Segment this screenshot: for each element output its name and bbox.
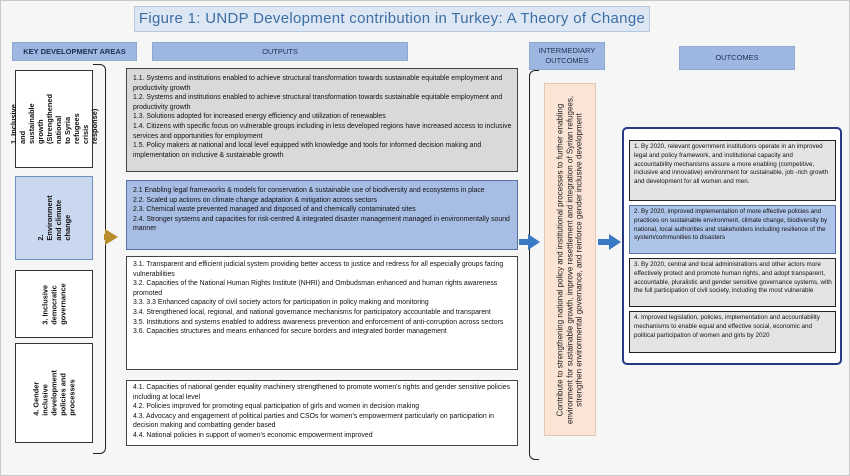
output-item: 1.2. Systems and institutions enabled to achieve structural transformation towards sustainable equitable employment and productivity growth	[133, 94, 503, 111]
outputs-group-4	[126, 380, 518, 446]
header-outcomes: OUTCOMES	[679, 46, 795, 70]
output-item: 3.4. Strengthened local, regional, and national governance mechanisms for participatory accountable and transparent	[133, 308, 491, 316]
areas-bracket	[93, 64, 106, 454]
outcome-4: 4. Improved legislation, policies, implementation and accountability mechanisms to enable equal and effective social, economic and political participation of women and girls by 2020	[629, 311, 836, 353]
area-environment	[15, 176, 93, 260]
outputs-group-2	[126, 180, 518, 250]
output-item: 2.1 Enabling legal frameworks & models for conservation & sustainable use of biodiversity and ecosystems in place	[133, 187, 485, 194]
output-item: 2.3. Chemical waste prevented managed and disposed of and chemically contaminated sites	[133, 206, 416, 214]
outcome-3: 3. By 2020, central and local administrations and other actors more effectively protect and promote human rights, and adopt transparent, accountable, pluralistic and gender sensitive governance systems, with the full participation of civil society, including the most vulnerable	[629, 258, 836, 307]
area-gender	[15, 343, 93, 443]
outcomes-panel	[622, 127, 842, 365]
output-item: 4.2. Policies improved for promoting equal participation of girls and women in decision making	[133, 403, 420, 411]
header-intermediary-outcomes: INTERMEDIARY OUTCOMES	[529, 42, 605, 70]
intermediary-text: Contribute to strengthening national policy and institutional processes to further enabling environment for sustainable growth, improve resettlement and integration of Syrian refugees, strengthen environmental governance, and reinforce gender inclusive development	[555, 95, 584, 424]
output-item: 3.1. Transparent and efficient judicial system providing better access to justice and redress for all especially groups facing vulnerabilities	[133, 261, 504, 278]
output-item: 3.3. 3.3 Enhanced capacity of civil society actors for participation in policy making and monitoring	[133, 299, 429, 307]
header-outputs: OUTPUTS	[152, 42, 408, 61]
output-item: 3.2. Capacities of the National Human Rights Institute (NHRI) and Ombudsman enhanced and human rights awareness promoted	[133, 280, 498, 297]
intermediary-to-outcomes-arrow	[609, 234, 621, 250]
outputs-group-3	[126, 256, 518, 370]
area-label: 1. Inclusive and sustainable growth (Strengthened national to Syria refugees crisis response)	[9, 93, 99, 145]
output-item: 4.1. Capacities of national gender equality machinery strengthened to promote women's rights and gender sensitive policies including at local level	[133, 384, 511, 401]
figure-title: Figure 1: UNDP Development contribution in Turkey: A Theory of Change	[134, 6, 650, 32]
output-item: 1.3. Solutions adopted for increased energy efficiency and utilization of renewables	[133, 113, 386, 121]
output-item: 2.2. Scaled up actions on climate change adaptation & mitigation across sectors	[133, 196, 377, 204]
output-item: 1.5. Policy makers at national and local level equipped with knowledge and tools for informed decision making and implementation on inclusive & sustainable growth	[133, 142, 482, 159]
area-label: 2. Environment and climate change	[36, 195, 72, 241]
outcome-1: 1. By 2020, relevant government institutions operate in an improved legal and policy framework, and institutional capacity and accountability mechanisms assure a more enabling (competitive, inclusive and innovative) environment for sustainable, job -rich growth and development for all women and men.	[629, 140, 836, 201]
output-item: 4.4. National policies in support of women's economic empowerment improved	[133, 431, 373, 439]
output-item: 1.4. Citizens with specific focus on vulnerable groups including in less developed regions have increased access to inclusive services and opportunities for employment	[133, 122, 512, 140]
output-item: 4.3. Advocacy and engagement of political parties and CSOs for women's empowerment particularly on participation in decision making and combatting gender based	[133, 412, 494, 430]
output-item: 3.6. Capacities structures and means enhanced for secure borders and integrated border management	[133, 328, 447, 336]
intermediary-bracket	[529, 70, 539, 460]
area-inclusive-growth	[9, 70, 99, 168]
area-label: 4. Gender inclusive development policies and processes	[31, 370, 77, 416]
areas-to-outputs-arrow	[105, 229, 118, 245]
outcome-2: 2. By 2020, improved implementation of more effective policies and practices on sustainable environment, climate change, biodiversity by national, local authorities and stakeholders including resilience of the system/communities to disasters	[629, 205, 836, 254]
header-key-development-areas: KEY DEVELOPMENT AREAS	[12, 42, 137, 61]
outputs-to-intermediary-arrow	[528, 234, 540, 250]
output-item: 2.4. Stronger systems and capacities for risk-centred & integrated disaster management managed in environmentally sound manner	[133, 215, 510, 233]
intermediary-outcomes-box	[544, 83, 596, 436]
output-item: 1.1. Systems and institutions enabled to achieve structural transformation towards sustainable equitable employment and productivity growth	[133, 75, 503, 92]
area-democratic-governance	[15, 270, 93, 338]
area-label: 3. Inclusive democratic governance	[40, 283, 68, 325]
outputs-group-1	[126, 68, 518, 172]
output-item: 3.5. Institutions and systems enabled to address awareness prevention and enforcement of anti-corruption across sectors	[133, 318, 504, 326]
